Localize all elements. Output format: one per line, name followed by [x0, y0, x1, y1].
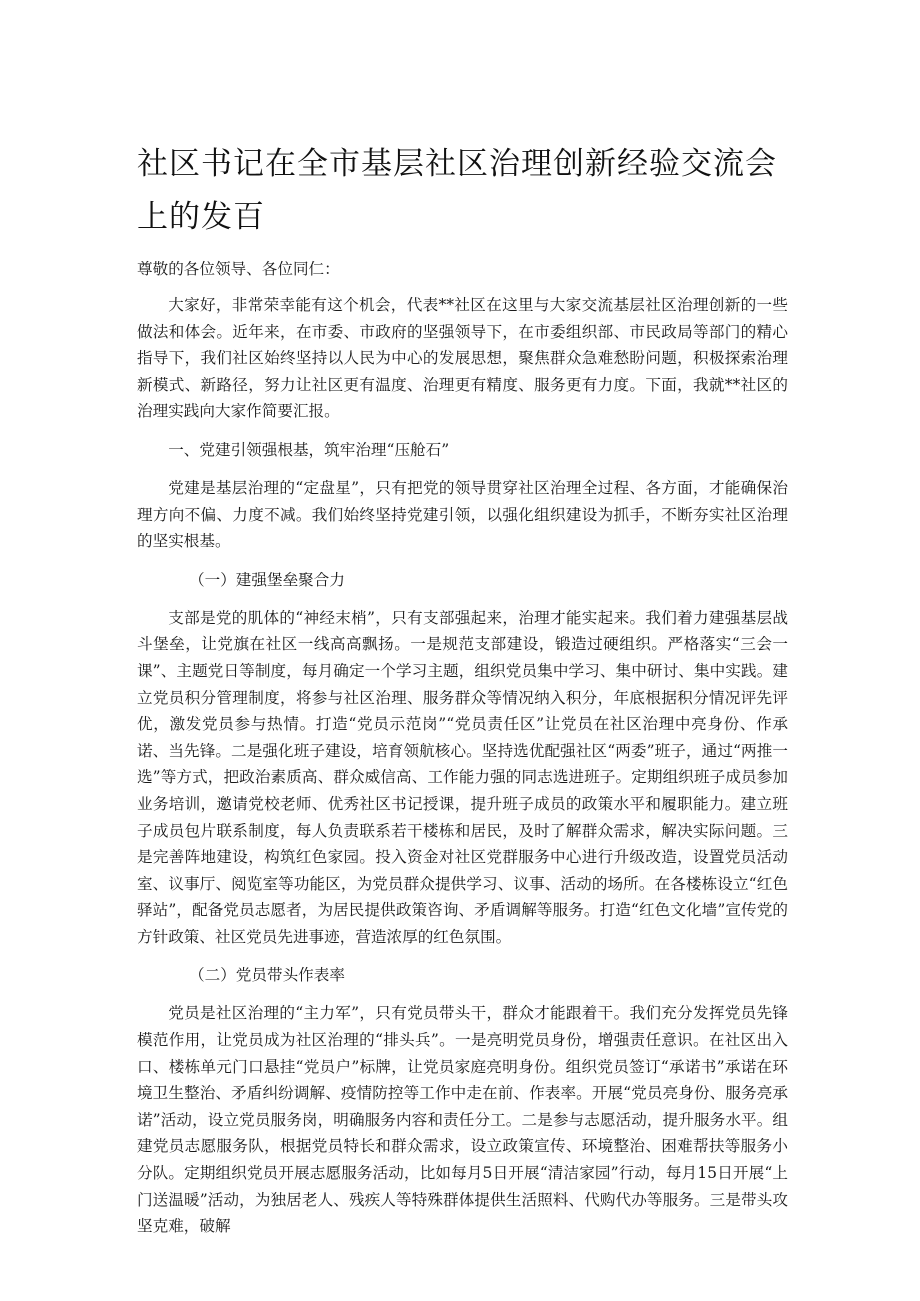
document-title: 社区书记在全市基层社区治理创新经验交流会上的发百: [137, 146, 777, 235]
subsection-heading-1: （一）建强堡垒聚合力: [189, 570, 345, 589]
subsection-heading-2: （二）党员带头作表率: [189, 966, 345, 985]
subsection-2-body: 党员是社区治理的“主力军”，只有党员带头干，群众才能跟着干。我们充分发挥党员先锋模范作用，让党员成为社区治理的“排头兵”。一是亮明党员身份，增强责任意识。在社区出入口、楼栋单元门口悬挂“党员户”标牌，让党员家庭亮明身份。组织党员签订“承诺书”承诺在环境卫生整治、矛盾纠纷调解、疫情防控等工作中走在前、作表率。开展“党员亮身份、服务亮承诺”活动，设立党员服务岗，明确服务内容和责任分工。二是参与志愿活动，提升服务水平。组建党员志愿服务队，根据党员特长和群众需求，设立政策宣传、环境整治、困难帮扶等服务小分队。定期组织党员开展志愿服务活动，比如每月5日开展“清洁家园”行动，每月15日开展“上门送温暖”活动，为独居老人、残疾人等特殊群体提供生活照料、代购代办等服务。三是带头攻坚克难，破解: [137, 1004, 788, 1236]
section-1-intro-paragraph: 党建是基层治理的“定盘星”，只有把党的领导贯穿社区治理全过程、各方面，才能确保治理方向不偏、力度不减。我们始终坚持党建引领，以强化组织建设为抓手，不断夯实社区治理的坚实根基。: [137, 478, 788, 551]
subsection-1-body: 支部是党的肌体的“神经末梢”，只有支部强起来，治理才能实起来。我们着力建强基层战斗堡垒，让党旗在社区一线高高飘扬。一是规范支部建设，锻造过硬组织。严格落实“三会一课”、主题党日等制度，每月确定一个学习主题，组织党员集中学习、集中研讨、集中实践。建立党员积分管理制度，将参与社区治理、服务群众等情况纳入积分，年底根据积分情况评先评优，激发党员参与热情。打造“党员示范岗”“党员责任区”让党员在社区治理中亮身份、作承诺、当先锋。二是强化班子建设，培育领航核心。坚持选优配强社区“两委”班子，通过“两推一选”等方式，把政治素质高、群众威信高、工作能力强的同志选进班子。定期组织班子成员参加业务培训，邀请党校老师、优秀社区书记授课，提升班子成员的政策水平和履职能力。建立班子成员包片联系制度，每人负责联系若干楼栋和居民，及时了解群众需求，解决实际问题。三是完善阵地建设，构筑红色家园。投入资金对社区党群服务中心进行升级改造，设置党员活动室、议事厅、阅览室等功能区，为党员群众提供学习、议事、活动的场所。在各楼栋设立“红色驿站”，配备党员志愿者，为居民提供政策咨询、矛盾调解等服务。打造“红色文化墙”宣传党的方针政策、社区党员先进事迹，营造浓厚的红色氛围。: [137, 608, 788, 946]
document-page: [137, 138, 788, 1252]
salutation: 尊敬的各位领导、各位同仁：: [137, 260, 340, 278]
intro-paragraph: 大家好，非常荣幸能有这个机会，代表**社区在这里与大家交流基层社区治理创新的一些做法和体会。近年来，在市委、市政府的坚强领导下，在市委组织部、市民政局等部门的精心指导下，我们社区始终坚持以人民为中心的发展思想，聚焦群众急难愁盼问题，积极探索治理新模式、新路径，努力让社区更有温度、治理更有精度、服务更有力度。下面，我就**社区的治理实践向大家作简要汇报。: [137, 296, 788, 421]
section-heading-1: 一、党建引领强根基，筑牢治理“压舱石”: [168, 440, 450, 459]
